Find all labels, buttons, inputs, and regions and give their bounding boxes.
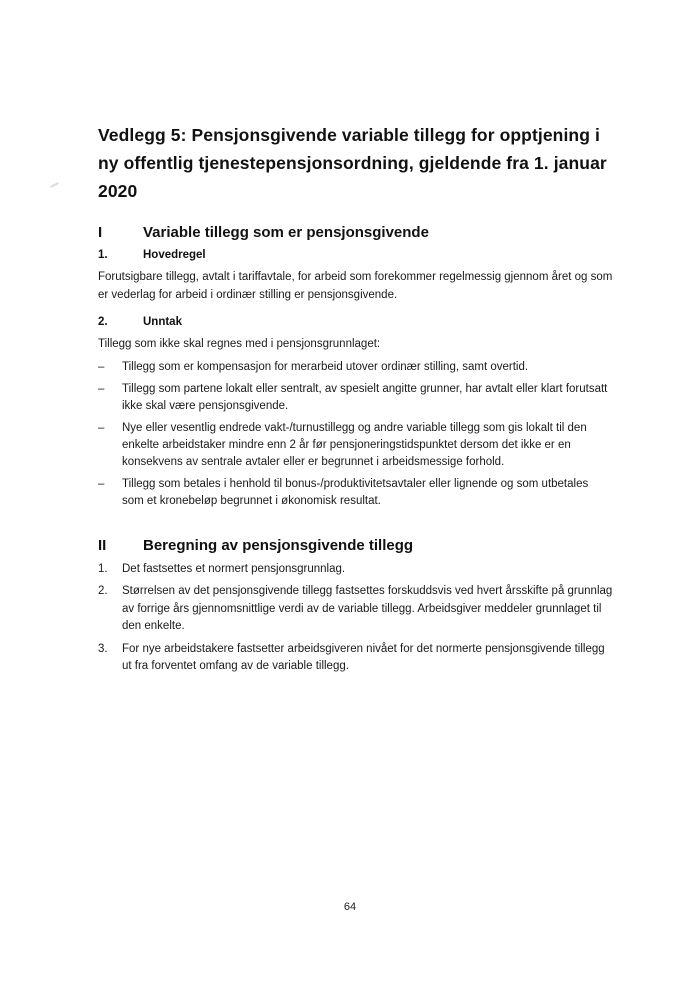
- bullet-dash: –: [98, 382, 105, 395]
- bullet-dash: –: [98, 477, 105, 490]
- bullet-text: Nye eller vesentlig endrede vakt-/turnustillegg og andre variable tillegg som gis lokalt til den enkelte arbeidstaker mindre enn 2 år før pensjoneringstidspunktet dersom det ikke er en konsekvens av sentrale avtaler eller er begrunnet i arbeidsmessige forhold.: [122, 421, 587, 468]
- subsection-2-heading-text: Unntak: [143, 316, 182, 328]
- scan-artifact-mark: [50, 182, 59, 188]
- subsection-1-number: 1.: [98, 249, 108, 261]
- section-1-numeral: I: [98, 224, 103, 241]
- item-number: 3.: [98, 642, 108, 655]
- calculation-numbered-list: [98, 561, 613, 676]
- item-text: For nye arbeidstakere fastsetter arbeidsgiveren nivået for det normerte pensjonsgivende tillegg ut fra forventet omfang av de variable tillegg.: [122, 642, 605, 672]
- bullet-dash: –: [98, 421, 105, 434]
- subsection-1-body: Forutsigbare tillegg, avtalt i tariffavtale, for arbeid som forekommer regelmessig gjennom året og som er vederlag for arbeid i ordinær stilling er pensjonsgivende.: [98, 271, 613, 301]
- section-2-heading: [98, 535, 613, 556]
- page-number: 64: [343, 901, 357, 913]
- list-item: [98, 476, 613, 510]
- section-2-numeral: II: [98, 536, 107, 554]
- subsection-1-heading-text: Hovedregel: [143, 249, 206, 261]
- item-number: 2.: [98, 585, 108, 597]
- item-number: 1.: [98, 562, 108, 575]
- document-title: Vedlegg 5: Pensjonsgivende variable tillegg for opptjening i ny offentlig tjenestepensjonsordning, gjeldende fra 1. januar 2020: [98, 125, 607, 201]
- document-content: [98, 0, 613, 676]
- section-1-heading-text: Variable tillegg som er pensjonsgivende: [143, 224, 429, 241]
- section-2-heading-text: Beregning av pensjonsgivende tillegg: [143, 536, 414, 554]
- subsection-2-heading: [98, 315, 613, 330]
- bullet-text: Tillegg som er kompensasjon for merarbeid utover ordinær stilling, samt overtid.: [122, 360, 529, 373]
- subsection-2-intro: Tillegg som ikke skal regnes med i pensjonsgrunnlaget:: [98, 338, 381, 350]
- exceptions-bullet-list: [98, 359, 613, 510]
- list-item: [98, 381, 613, 415]
- list-item: [98, 583, 613, 636]
- item-text: Størrelsen av det pensjonsgivende tillegg fastsettes forskuddsvis ved hvert årsskifte på grunnlag av forrige års gjennomsnittlige verdi av de variable tillegg. Arbeidsgiver meddeler grunnlaget til den enkelte.: [122, 585, 613, 632]
- list-item: [98, 420, 613, 471]
- subsection-1-heading: [98, 248, 613, 263]
- list-item: [98, 359, 613, 376]
- list-item: [98, 641, 613, 676]
- bullet-text: Tillegg som betales i henhold til bonus-/produktivitetsavtaler eller lignende og som utbetales som et kronebeløp begrunnet i økonomisk resultat.: [122, 477, 589, 507]
- section-1-heading: [98, 222, 613, 243]
- list-item: [98, 561, 613, 579]
- item-text: Det fastsettes et normert pensjonsgrunnlag.: [122, 562, 346, 575]
- subsection-2-number: 2.: [98, 316, 108, 328]
- bullet-text: Tillegg som partene lokalt eller sentralt, av spesielt angitte grunner, har avtalt eller klart forutsatt ikke skal være pensjonsgivende.: [122, 382, 608, 412]
- bullet-dash: –: [98, 360, 105, 373]
